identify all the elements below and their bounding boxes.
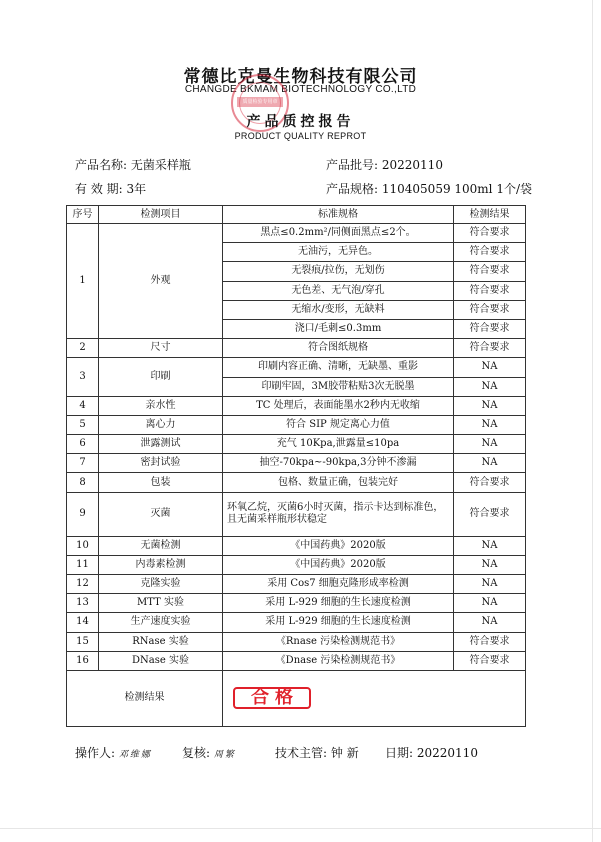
validity-value: 3年	[126, 182, 147, 196]
row-item: 外观	[99, 224, 223, 339]
row-item: 包装	[99, 473, 223, 492]
row-standard: 无油污，无异色。	[223, 243, 454, 262]
seal-text: 质量检验专用章	[237, 97, 283, 107]
footer-review	[182, 744, 236, 761]
header-result: 检测结果	[454, 206, 526, 224]
row-result: 符合要求	[454, 281, 526, 300]
row-result: 符合要求	[454, 262, 526, 281]
header-no: 序号	[67, 206, 99, 224]
row-standard: 符合 SIP 规定离心力值	[223, 415, 454, 434]
row-result: NA	[454, 454, 526, 473]
tech-label: 技术主管:	[275, 746, 328, 760]
final-result-row	[67, 670, 526, 726]
row-result: 符合要求	[454, 651, 526, 670]
row-item: 无菌检测	[99, 536, 223, 555]
table-row	[67, 473, 526, 492]
date-label: 日期:	[385, 746, 414, 760]
footer-tech	[275, 744, 359, 761]
validity-label: 有 效 期:	[75, 182, 123, 196]
footer-date	[385, 744, 478, 761]
row-no: 1	[67, 224, 99, 339]
row-standard: 采用 Cos7 细胞克隆形成率检测	[223, 575, 454, 594]
row-item: 印刷	[99, 358, 223, 396]
table-row	[67, 536, 526, 555]
row-standard: 印刷牢固，3M胶带粘贴3次无脱墨	[223, 377, 454, 396]
row-result: NA	[454, 358, 526, 377]
row-standard: 黑点≤0.2mm²/同侧面黑点≤2个。	[223, 224, 454, 243]
row-standard: 环氧乙烷，灭菌6小时灭菌，指示卡达到标准色，且无菌采样瓶形状稳定	[223, 492, 454, 536]
table-row	[67, 435, 526, 454]
product-spec	[326, 180, 532, 197]
row-standard: 包格、数量正确，包装完好	[223, 473, 454, 492]
product-name-value: 无菌采样瓶	[130, 158, 191, 172]
row-result: 符合要求	[454, 473, 526, 492]
row-no: 11	[67, 555, 99, 574]
row-result: NA	[454, 435, 526, 454]
product-name	[75, 156, 191, 173]
row-standard: 充气 10Kpa,泄露量≤10pa	[223, 435, 454, 454]
row-standard: 《中国药典》2020版	[223, 536, 454, 555]
row-result: 符合要求	[454, 300, 526, 319]
row-item: 尺寸	[99, 339, 223, 358]
row-result: 符合要求	[454, 224, 526, 243]
row-item: 密封试验	[99, 454, 223, 473]
table-row	[67, 224, 526, 243]
footer-operator	[75, 744, 152, 761]
row-standard: 《中国药典》2020版	[223, 555, 454, 574]
row-no: 14	[67, 613, 99, 632]
row-result: NA	[454, 613, 526, 632]
row-item: 生产速度实验	[99, 613, 223, 632]
row-item: 亲水性	[99, 396, 223, 415]
table-row	[67, 594, 526, 613]
table-row	[67, 555, 526, 574]
table-row	[67, 396, 526, 415]
row-item: 内毒素检测	[99, 555, 223, 574]
review-label: 复核:	[182, 746, 211, 760]
product-spec-value: 110405059 100ml 1个/袋	[381, 182, 533, 196]
row-item: MTT 实验	[99, 594, 223, 613]
row-standard: 无缩水/变形，无缺料	[223, 300, 454, 319]
row-result: NA	[454, 575, 526, 594]
product-spec-label: 产品规格:	[326, 182, 379, 196]
review-signature: 周繁	[213, 750, 236, 760]
row-no: 16	[67, 651, 99, 670]
header-standard: 标准规格	[223, 206, 454, 224]
row-result: NA	[454, 536, 526, 555]
row-result: NA	[454, 555, 526, 574]
table-row	[67, 575, 526, 594]
company-name-cn: 常德比克曼生物科技有限公司	[183, 67, 418, 87]
row-no: 6	[67, 435, 99, 454]
row-standard: 《Rnase 污染检测规范书》	[223, 632, 454, 651]
row-no: 12	[67, 575, 99, 594]
row-standard: 无色差、无气泡/穿孔	[223, 281, 454, 300]
row-result: NA	[454, 415, 526, 434]
batch-number-value: 20220110	[381, 158, 443, 172]
final-result-cell	[223, 670, 526, 726]
table-header-row	[67, 206, 526, 224]
row-no: 8	[67, 473, 99, 492]
table-row	[67, 454, 526, 473]
row-standard: 符合图纸规格	[223, 339, 454, 358]
row-no: 2	[67, 339, 99, 358]
row-no: 15	[67, 632, 99, 651]
row-standard: 抽空-70kpa~-90kpa,3分钟不渗漏	[223, 454, 454, 473]
quality-table	[66, 205, 526, 727]
row-result: 符合要求	[454, 243, 526, 262]
operator-label: 操作人:	[75, 746, 116, 760]
row-no: 13	[67, 594, 99, 613]
report-title-cn: 产品质控报告	[246, 114, 355, 130]
row-result: NA	[454, 396, 526, 415]
final-result-label: 检测结果	[67, 670, 223, 726]
row-item: 克隆实验	[99, 575, 223, 594]
row-item: 泄露测试	[99, 435, 223, 454]
batch-number	[326, 156, 443, 173]
table-row	[67, 358, 526, 377]
table-row	[67, 651, 526, 670]
page-edge-bottom	[0, 828, 601, 829]
row-result: 符合要求	[454, 339, 526, 358]
header-item: 检测项目	[99, 206, 223, 224]
report-title-en: PRODUCT QUALITY REPROT	[234, 131, 367, 141]
row-no: 5	[67, 415, 99, 434]
row-result: 符合要求	[454, 632, 526, 651]
row-no: 7	[67, 454, 99, 473]
row-standard: 无裂痕/拉伤，无划伤	[223, 262, 454, 281]
validity	[75, 180, 146, 197]
date-value: 20220110	[416, 746, 478, 760]
pass-stamp: 合格	[233, 687, 311, 709]
row-standard: 采用 L-929 细胞的生长速度检测	[223, 613, 454, 632]
table-row	[67, 613, 526, 632]
product-name-label: 产品名称:	[75, 158, 128, 172]
operator-signature: 邓维娜	[118, 750, 152, 760]
company-name-en: CHANGDE BKMAM BIOTECHNOLOGY CO.,LTD	[184, 84, 417, 95]
row-result: 符合要求	[454, 492, 526, 536]
row-result: NA	[454, 377, 526, 396]
row-result: 符合要求	[454, 319, 526, 338]
batch-number-label: 产品批号:	[326, 158, 379, 172]
row-standard: 《Dnase 污染检测规范书》	[223, 651, 454, 670]
row-item: 离心力	[99, 415, 223, 434]
row-no: 10	[67, 536, 99, 555]
row-no: 4	[67, 396, 99, 415]
table-row	[67, 339, 526, 358]
row-standard: TC 处理后，表面能墨水2秒内无收缩	[223, 396, 454, 415]
row-item: DNase 实验	[99, 651, 223, 670]
row-standard: 采用 L-929 细胞的生长速度检测	[223, 594, 454, 613]
table-row	[67, 632, 526, 651]
row-standard: 浇口/毛刺≤0.3mm	[223, 319, 454, 338]
table-row	[67, 492, 526, 536]
table-row	[67, 415, 526, 434]
row-no: 9	[67, 492, 99, 536]
row-no: 3	[67, 358, 99, 396]
row-item: RNase 实验	[99, 632, 223, 651]
row-standard: 印刷内容正确、清晰，无缺墨、重影	[223, 358, 454, 377]
row-result: NA	[454, 594, 526, 613]
tech-value: 钟 新	[330, 746, 359, 760]
row-item: 灭菌	[99, 492, 223, 536]
